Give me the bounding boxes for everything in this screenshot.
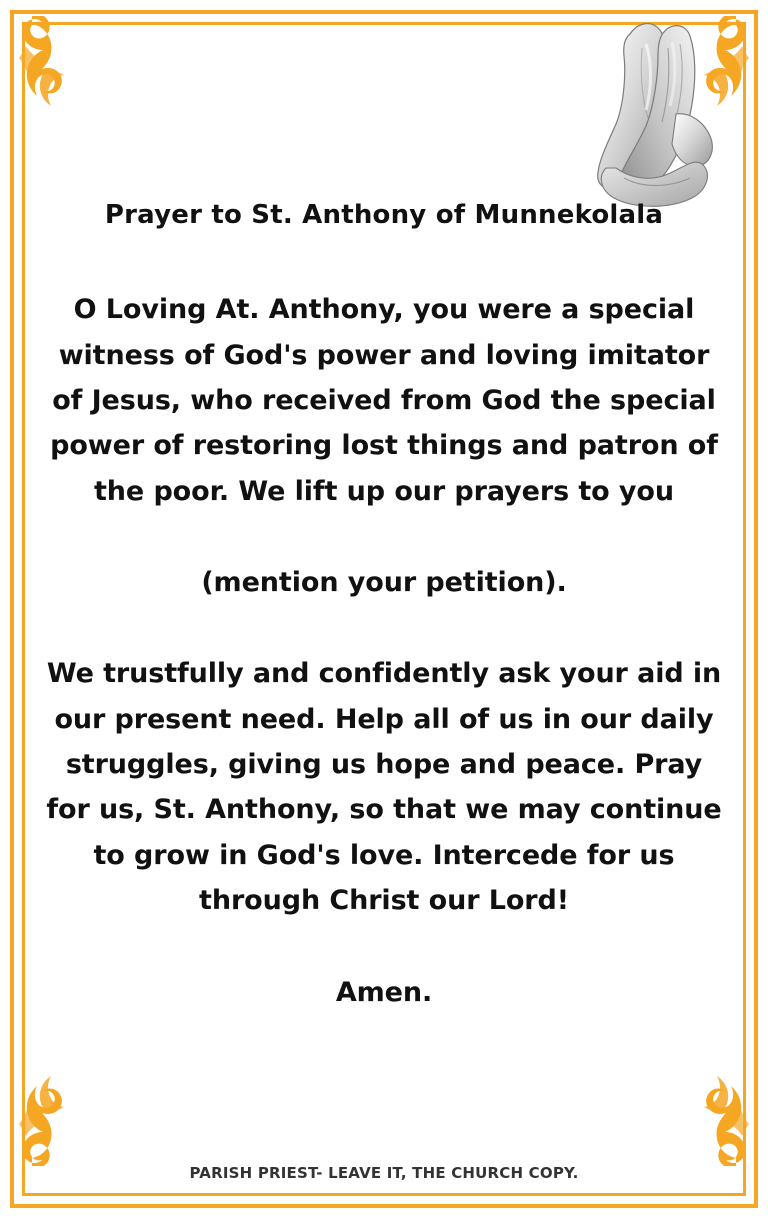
prayer-paragraph-2: (mention your petition). bbox=[201, 566, 567, 598]
corner-flourish-icon bbox=[18, 16, 98, 126]
corner-flourish-icon bbox=[18, 1056, 98, 1166]
page-title: Prayer to St. Anthony of Munnekolala bbox=[104, 200, 664, 230]
corner-flourish-icon bbox=[670, 1056, 750, 1166]
prayer-paragraph-3: We trustfully and confidently ask your aid in our present need. Help all of us in our daily struggles, giving us hope and peace. Pray for us, St. Anthony, so that we may continue to grow in God's love. Intercede for us through Christ our Lord! bbox=[46, 658, 722, 917]
prayer-amen: Amen. bbox=[335, 976, 433, 1008]
border-rule-bottom bbox=[22, 1193, 746, 1196]
footer-note: PARISH PRIEST- LEAVE IT, THE CHURCH COPY. bbox=[189, 1164, 579, 1182]
praying-hands-icon bbox=[572, 18, 744, 208]
prayer-text-block bbox=[46, 200, 722, 1015]
prayer-paragraph-1: O Loving At. Anthony, you were a special witness of God's power and loving imitator of Jesus, who received from God the special power of restoring lost things and patron of the poor. We lift up our prayers to you bbox=[50, 294, 718, 507]
